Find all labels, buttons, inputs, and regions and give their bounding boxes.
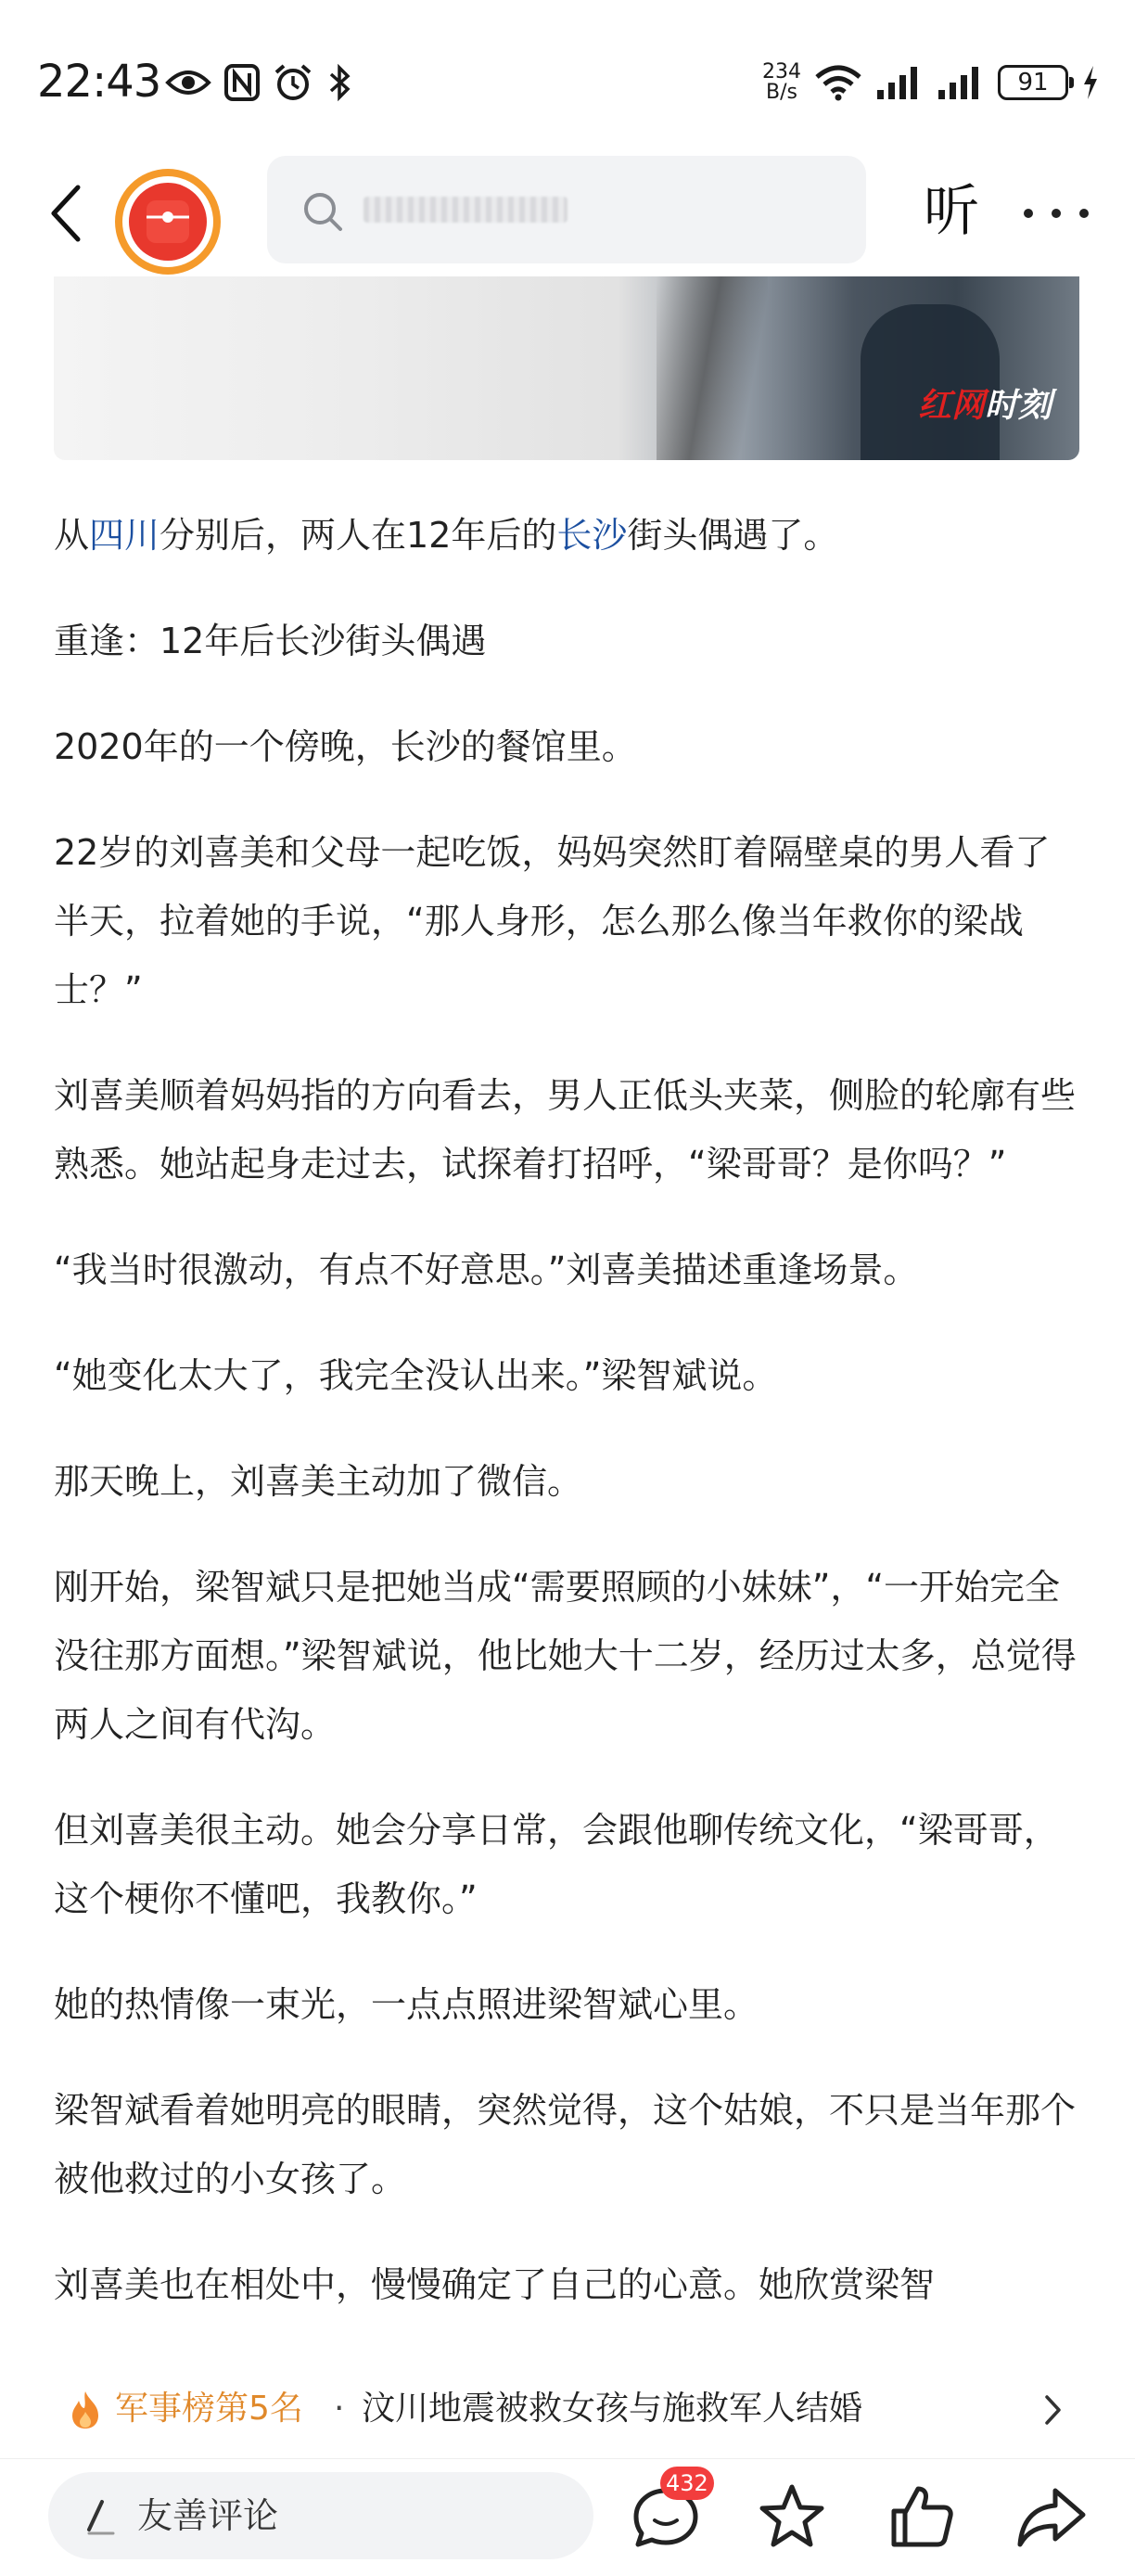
thumb-up-icon[interactable] bbox=[883, 2478, 961, 2556]
article-paragraph: 但刘喜美很主动。她会分享日常，会跟他聊传统文化，“梁哥哥，这个梗你不懂吧，我教你。” bbox=[54, 1810, 1059, 1919]
chevron-right-icon bbox=[1039, 2391, 1066, 2429]
back-button[interactable] bbox=[37, 176, 93, 250]
signal-icon bbox=[875, 64, 924, 101]
article-paragraph: “她变化太大了，我完全没认出来。”梁智斌说。 bbox=[54, 1355, 778, 1396]
bluetooth-icon bbox=[326, 63, 352, 102]
article-paragraph: 刘喜美顺着妈妈指的方向看去，男人正低头夹菜，侧脸的轮廓有些熟悉。她站起身走过去，试探着打招呼，“梁哥哥？是你吗？” bbox=[54, 1075, 1077, 1185]
article-paragraph: 重逢：12年后长沙街头偶遇 bbox=[54, 621, 487, 661]
location-link-changsha[interactable]: 长沙 bbox=[556, 515, 628, 556]
article-paragraph: 刘喜美也在相处中，慢慢确定了自己的心意。她欣赏梁智 bbox=[54, 2264, 936, 2305]
publisher-avatar[interactable] bbox=[115, 169, 221, 275]
logo-icon bbox=[143, 197, 193, 247]
wifi-icon bbox=[814, 64, 862, 101]
net-speed: 234 B/s bbox=[762, 60, 801, 104]
more-icon[interactable] bbox=[1024, 186, 1089, 241]
top-nav-bar bbox=[0, 148, 1135, 278]
bottom-action-bar bbox=[0, 2458, 1135, 2576]
status-icons-left bbox=[165, 59, 352, 106]
listen-button[interactable]: 听 bbox=[924, 179, 979, 244]
article-paragraph: 梁智斌看着她明亮的眼睛，突然觉得，这个姑娘，不只是当年那个被他救过的小女孩了。 bbox=[54, 2090, 1077, 2199]
article-paragraph: “我当时很激动，有点不好意思。”刘喜美描述重逢场景。 bbox=[54, 1250, 919, 1290]
eye-icon bbox=[165, 66, 211, 99]
charging-icon bbox=[1081, 64, 1100, 101]
fire-icon bbox=[67, 2390, 104, 2430]
rank-label: 军事榜第5名 bbox=[115, 2390, 303, 2428]
rank-separator: · bbox=[334, 2390, 345, 2428]
article-paragraph: 刚开始，梁智斌只是把她当成“需要照顾的小妹妹”，“一开始完全没往那方面想。”梁智斌说，他比她大十二岁，经历过太多，总觉得两人之间有代沟。 bbox=[54, 1567, 1077, 1745]
image-watermark: 红网时刻 bbox=[917, 387, 1052, 425]
back-icon bbox=[48, 184, 82, 243]
status-icons-right bbox=[762, 59, 1100, 106]
ranking-banner[interactable] bbox=[0, 2364, 1135, 2456]
nfc-icon bbox=[224, 64, 260, 101]
search-icon bbox=[300, 189, 345, 234]
status-bar bbox=[0, 0, 1135, 148]
search-input[interactable] bbox=[267, 156, 866, 263]
rank-topic-title: 汶川地震被救女孩与施救军人结婚 bbox=[362, 2390, 863, 2428]
article-body bbox=[54, 501, 1083, 2356]
article-paragraph: 从四川分别后，两人在12年后的长沙街头偶遇了。 bbox=[54, 515, 839, 556]
location-link-sichuan[interactable]: 四川 bbox=[89, 515, 160, 556]
article-paragraph: 2020年的一个傍晚，长沙的餐馆里。 bbox=[54, 726, 637, 767]
share-icon[interactable] bbox=[1013, 2478, 1090, 2556]
comment-input[interactable] bbox=[48, 2472, 593, 2559]
status-time: 22:43 bbox=[37, 56, 161, 108]
article-paragraph: 22岁的刘喜美和父母一起吃饭，妈妈突然盯着隔壁桌的男人看了半天，拉着她的手说，“那人身形，怎么那么像当年救你的梁战士？” bbox=[54, 832, 1051, 1010]
article-paragraph: 她的热情像一束光，一点点照进梁智斌心里。 bbox=[54, 1984, 759, 2025]
comment-placeholder: 友善评论 bbox=[137, 2495, 279, 2536]
pen-icon bbox=[78, 2496, 119, 2537]
alarm-icon bbox=[273, 63, 313, 102]
article-image[interactable] bbox=[54, 276, 1079, 460]
star-icon[interactable] bbox=[753, 2478, 831, 2556]
article-paragraph: 那天晚上，刘喜美主动加了微信。 bbox=[54, 1461, 583, 1502]
battery-indicator: 91 bbox=[998, 65, 1068, 100]
signal-icon bbox=[937, 64, 985, 101]
search-placeholder-blurred bbox=[363, 197, 568, 223]
comment-count-badge: 432 bbox=[660, 2467, 714, 2500]
